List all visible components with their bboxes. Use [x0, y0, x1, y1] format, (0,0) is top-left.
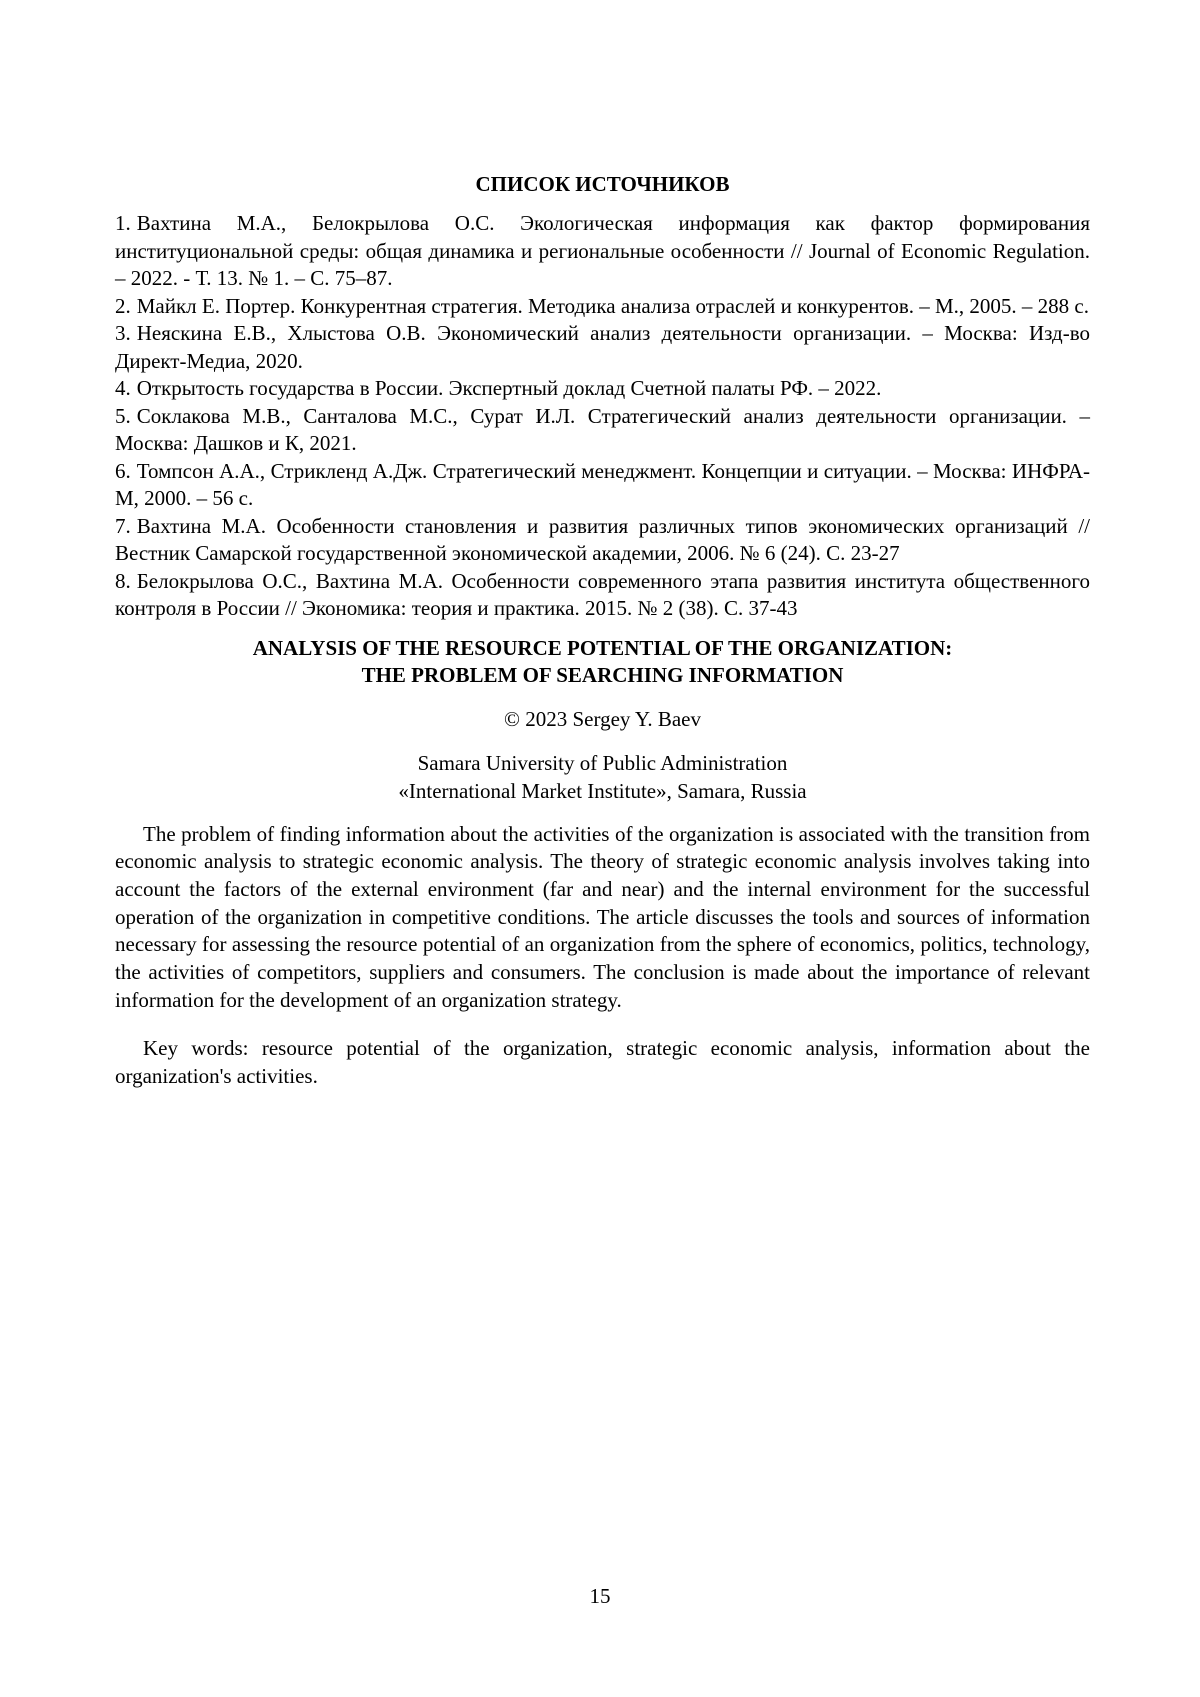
article-affiliation	[115, 749, 1090, 805]
reference-number: 6.	[115, 458, 131, 483]
reference-item	[115, 320, 1090, 375]
reference-number: 4.	[115, 376, 131, 400]
article-title-line: THE PROBLEM OF SEARCHING INFORMATION	[361, 662, 844, 687]
reference-item	[115, 513, 1090, 568]
article-keywords: Key words: resource potential of the organization, strategic economic analysis, information about the organization's activities.	[115, 1036, 1090, 1089]
article-title	[115, 635, 1090, 689]
article-title-line: ANALYSIS OF THE RESOURCE POTENTIAL OF THE ORGANIZATION:	[252, 635, 953, 660]
reference-item	[115, 210, 1090, 293]
reference-number: 1.	[115, 211, 131, 235]
reference-number: 3.	[115, 321, 131, 345]
article-author: © 2023 Sergey Y. Baev	[504, 706, 701, 731]
reference-text: Вахтина М.А., Белокрылова О.С. Экологическая информация как фактор формирования институциональной среды: общая динамика и региональные особенности // Journal of Economic Regulation. – 2022. - Т. 13. № 1. – С. 75–87.	[115, 211, 1090, 290]
references-heading: СПИСОК ИСТОЧНИКОВ	[475, 172, 730, 196]
affiliation-line: «International Market Institute», Samara, Russia	[398, 778, 807, 803]
references-list	[115, 210, 1090, 623]
page-number: 15	[589, 1584, 611, 1608]
reference-text: Томпсон А.А., Стрикленд А.Дж. Стратегический менеджмент. Концепции и ситуации. – Москва: ИНФРА-М, 2000. – 56 с.	[115, 458, 1090, 510]
reference-number: 5.	[115, 403, 131, 428]
reference-text: Неяскина Е.В., Хлыстова О.В. Экономический анализ деятельности организации. – Москва: Изд-во Директ-Медиа, 2020.	[115, 321, 1090, 373]
reference-item	[115, 458, 1090, 513]
reference-item	[115, 293, 1090, 321]
reference-text: Майкл Е. Портер. Конкурентная стратегия. Методика анализа отраслей и конкурентов. – М., 2005. – 288 с.	[136, 293, 1089, 318]
reference-text: Вахтина М.А. Особенности становления и развития различных типов экономических организаций // Вестник Самарской государственной экономической академии, 2006. № 6 (24). С. 23-27	[115, 513, 1090, 565]
reference-item	[115, 375, 1090, 403]
reference-item	[115, 403, 1090, 458]
reference-text: Соклакова М.В., Санталова М.С., Сурат И.Л. Стратегический анализ деятельности организации. – Москва: Дашков и К, 2021.	[115, 403, 1090, 455]
reference-item	[115, 568, 1090, 623]
page-content	[115, 170, 1090, 1091]
reference-number: 2.	[115, 293, 131, 318]
article-abstract: The problem of finding information about the activities of the organization is associated with the transition from economic analysis to strategic economic analysis. The theory of strategic economic analysis involves taking into account the factors of the external environment (far and near) and the internal environment for the successful operation of the organization in competitive conditions. The article discusses the tools and sources of information necessary for assessing the resource potential of an organization from the sphere of economics, politics, technology, the activities of competitors, suppliers and consumers. The conclusion is made about the importance of relevant information for the development of an organization strategy.	[115, 821, 1090, 1012]
reference-text: Белокрылова О.С., Вахтина М.А. Особенности современного этапа развития института общественного контроля в России // Экономика: теория и практика. 2015. № 2 (38). С. 37-43	[115, 568, 1090, 620]
reference-text: Открытость государства в России. Экспертный доклад Счетной палаты РФ. – 2022.	[136, 376, 882, 400]
reference-number: 8.	[115, 568, 131, 593]
affiliation-line: Samara University of Public Administration	[417, 750, 788, 775]
reference-number: 7.	[115, 513, 131, 538]
